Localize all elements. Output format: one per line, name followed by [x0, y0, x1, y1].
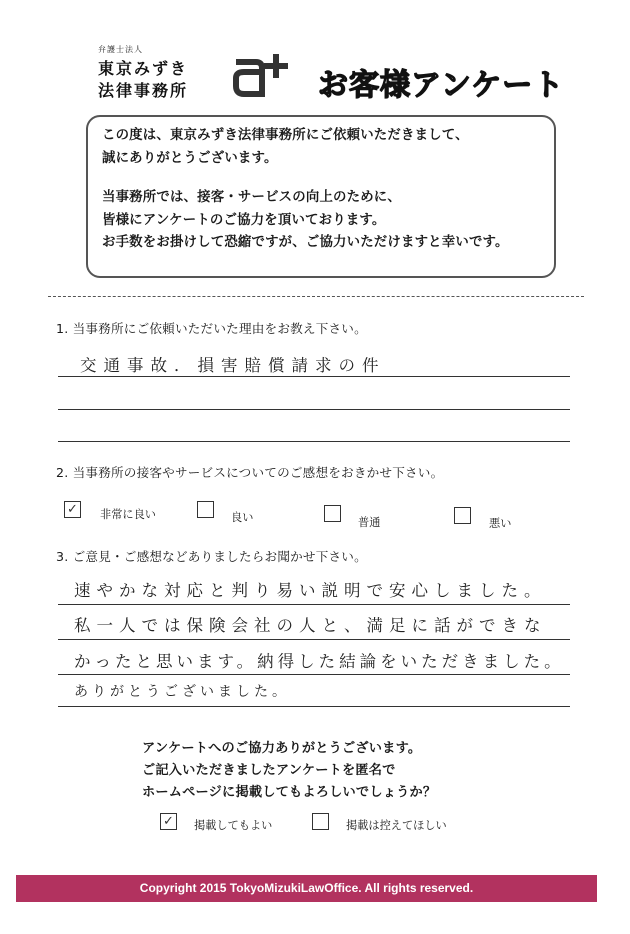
option-allow-publish-label: 掲載してもよい	[194, 819, 273, 832]
option-good-label: 良い	[231, 511, 254, 524]
checkbox-deny-publish[interactable]	[312, 813, 329, 830]
checkbox-good[interactable]	[197, 501, 214, 518]
answer-3-line: ありがとうございました。	[74, 684, 290, 700]
question-1: 1. 当事務所にご依頼いただいた理由をお教え下さい。	[56, 321, 367, 336]
checkbox-bad[interactable]	[454, 507, 471, 524]
check-mark-icon: ✓	[67, 502, 78, 517]
closing-message	[142, 738, 436, 804]
answer-1: 交通事故．損害賠償請求の件	[80, 356, 386, 375]
checkbox-average[interactable]	[324, 505, 341, 522]
org-type-label: 弁護士法人	[98, 45, 143, 54]
intro-line: この度は、東京みずき法律事務所にご依頼いただきまして、	[102, 128, 469, 143]
closing-line: アンケートへのご協力ありがとうございます。	[142, 741, 422, 756]
answer-line	[58, 441, 570, 442]
copyright-footer: Copyright 2015 TokyoMizukiLawOffice. All rights reserved.	[16, 875, 597, 902]
org-name-line2: 法律事務所	[98, 81, 189, 100]
intro-line: 皆様にアンケートのご協力を頂いております。	[102, 212, 386, 228]
answer-line	[58, 706, 570, 707]
closing-line: ご記入いただきましたアンケートを匿名で	[142, 763, 396, 778]
option-deny-publish-label: 掲載は控えてほしい	[346, 819, 447, 832]
intro-line: 当事務所では、接客・サービスの向上のために、	[102, 190, 401, 206]
answer-line	[58, 376, 570, 377]
question-3: 3. ご意見・ご感想などありましたらお聞かせ下さい。	[56, 549, 367, 564]
option-bad-label: 悪い	[489, 517, 512, 530]
answer-line	[58, 409, 570, 410]
checkbox-very-good[interactable]	[64, 501, 81, 518]
answer-3-line: 速やかな対応と判り易い説明で安心しました。	[74, 581, 547, 600]
a-plus-logo-icon	[232, 48, 292, 98]
divider	[48, 296, 584, 297]
closing-line: ホームページに掲載してもよろしいでしょうか？	[142, 785, 437, 800]
intro-line: 誠にありがとうございます。	[102, 150, 278, 166]
answer-3-line: かったと思います。納得した結論をいただきました。	[74, 652, 565, 671]
answer-3-line: 私一人では保険会社の人と、満足に話ができな	[74, 616, 547, 635]
option-average-label: 普通	[358, 516, 381, 529]
answer-line	[58, 604, 570, 605]
check-mark-icon: ✓	[163, 814, 174, 829]
survey-title: お客様アンケート	[318, 68, 565, 103]
answer-line	[58, 639, 570, 640]
checkbox-allow-publish[interactable]	[160, 813, 177, 830]
option-very-good-label: 非常に良い	[100, 508, 156, 521]
org-name-line1: 東京みずき	[98, 59, 189, 78]
answer-line	[58, 674, 570, 675]
question-2: 2. 当事務所の接客やサービスについてのご感想をおきかせ下さい。	[56, 465, 444, 480]
intro-line: お手数をお掛けして恐縮ですが、ご協力いただけますと幸いです。	[102, 235, 509, 251]
intro-box	[86, 115, 556, 278]
